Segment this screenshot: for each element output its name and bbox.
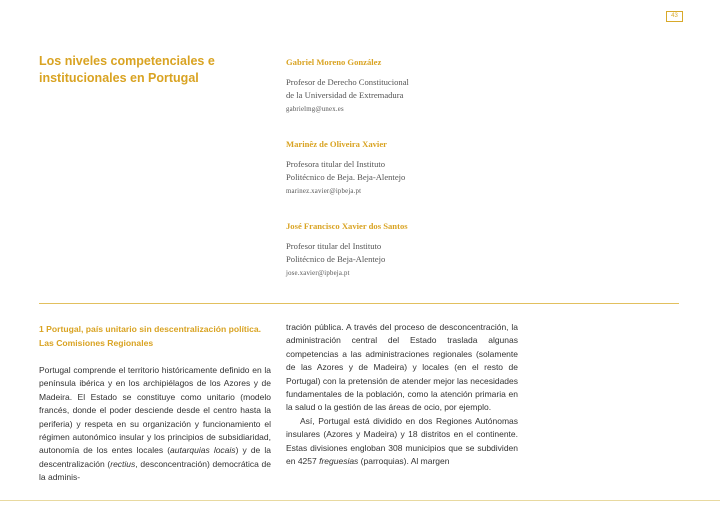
- author-name: José Francisco Xavier dos Santos: [286, 221, 408, 231]
- body-paragraph: [39, 364, 271, 485]
- author-email[interactable]: marinez.xavier@ipbeja.pt: [286, 188, 362, 195]
- section-heading: 1 Portugal, país unitario sin descentralización política. Las Comisiones Regionales: [39, 324, 262, 348]
- body-paragraph: tración pública. A través del proceso de desconcentración, la administración central del Estado traslada algunas competencias a las administraciones regionales (solamente de las Azores y de Madeira) y locales (en el resto de Portugal) con la pretensión de atender mejor las necesidades fundamentales de la población, como la atención primaria en la salud o la gestión de las áreas de ocio, por ejemplo.: [286, 322, 518, 413]
- page-number: 43: [666, 11, 683, 22]
- italic-term: freguesias: [319, 456, 359, 467]
- text-run: (parroquias). Al margen: [358, 456, 450, 467]
- article-title: Los niveles competenciales e institucionales en Portugal: [39, 54, 215, 85]
- author-block: [286, 138, 536, 197]
- author-email[interactable]: gabrielmg@unex.es: [286, 106, 344, 113]
- author-affiliation: Profesora titular del Instituto Politécnico de Beja. Beja-Alentejo: [286, 159, 406, 182]
- text-run: ) y de la descentralización (: [39, 445, 271, 469]
- author-block: [286, 220, 536, 279]
- body-column-left: [39, 364, 271, 485]
- section-divider: [39, 303, 679, 304]
- author-name: Marinêz de Oliveira Xavier: [286, 139, 387, 149]
- body-column-right: [286, 321, 518, 468]
- text-run: , desconcentración) democrática de la adminis-: [39, 458, 272, 483]
- author-email[interactable]: jose.xavier@ipbeja.pt: [286, 270, 350, 277]
- author-affiliation: Profesor titular del Instituto Politécnico de Beja-Alentejo: [286, 241, 386, 264]
- italic-term: autarquias locais: [170, 445, 236, 456]
- text-run: Así, Portugal está dividido en dos Regiones Autónomas insulares (Azores y Madeira) y 18 distritos en el continente. Estas divisiones engloban 308 municipios que se subdividen en 4257: [286, 415, 518, 467]
- italic-term: rectius: [110, 458, 136, 469]
- author-affiliation: Profesor de Derecho Constitucional de la Universidad de Extremadura: [286, 77, 409, 100]
- body-paragraph: [286, 415, 518, 469]
- author-name: Gabriel Moreno González: [286, 57, 382, 67]
- page-edge: [0, 500, 720, 501]
- author-block: [286, 56, 536, 115]
- text-run: Portugal comprende el territorio históricamente definido en la península ibérica y en los archipiélagos de los Azores y de Madeira. El Estado se constituye como unitario (modelo francés, donde el poder desciende desde el centro hasta la periferia) y respeta en su organización y funcionamiento el régimen autonómico insular y los principios de subsidiaridad, autonomía de los entes locales (: [39, 365, 271, 456]
